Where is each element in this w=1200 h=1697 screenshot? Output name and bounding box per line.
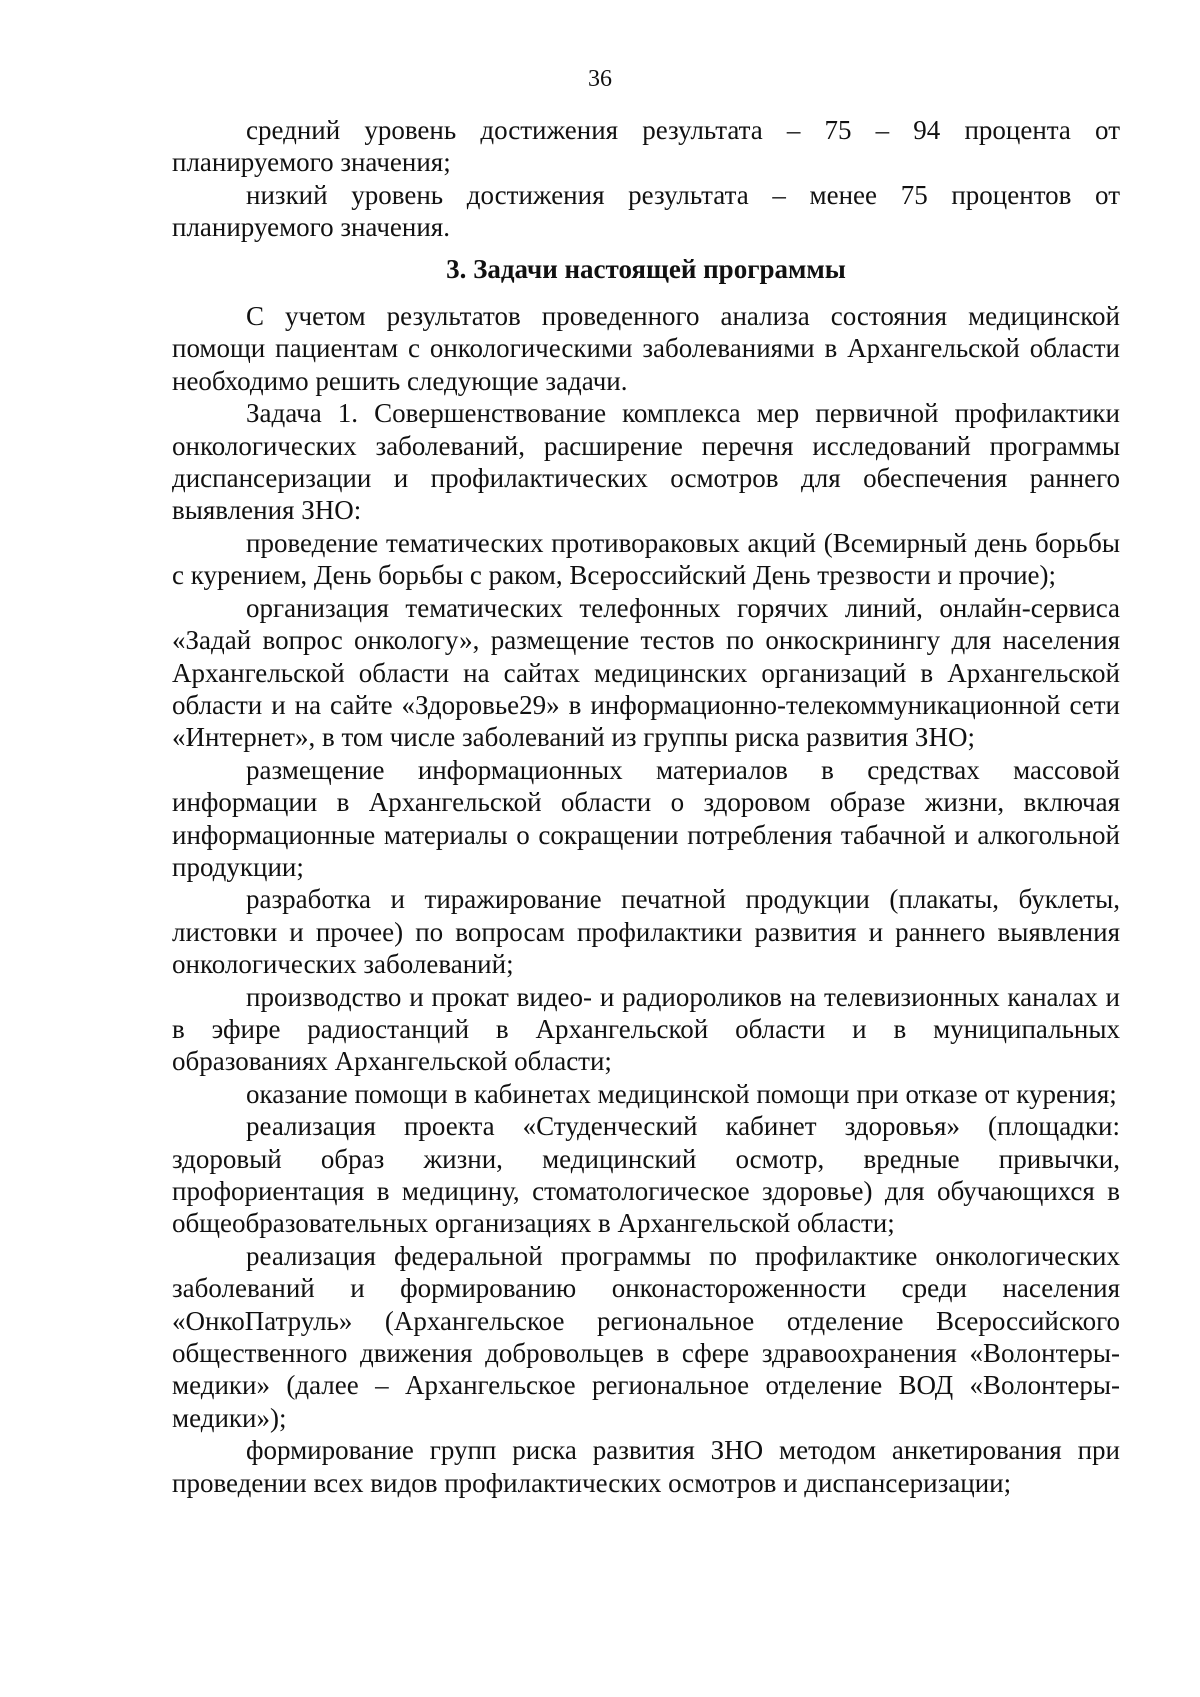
document-body <box>172 114 1120 1499</box>
list-item-video-radio: производство и прокат видео- и радиороликов на телевизионных каналах и в эфире радиостанций в Архангельской области и в муниципальных образованиях Архангельской области; <box>172 981 1120 1077</box>
paragraph-low-level: низкий уровень достижения результата – менее 75 процентов от планируемого значения. <box>172 179 1120 243</box>
paragraph-intro: С учетом результатов проведенного анализа состояния медицинской помощи пациентам с онкологическими заболеваниями в Архангельской области необходимо решить следующие задачи. <box>172 301 1120 396</box>
list-item-anticancer-actions: проведение тематических противораковых акций (Всемирный день борьбы с курением, День борьбы с раком, Всероссийский День трезвости и прочие); <box>172 527 1120 591</box>
list-item-risk-groups: формирование групп риска развития ЗНО методом анкетирования при проведении всех видов профилактических осмотров и диспансеризации; <box>172 1435 1120 1498</box>
list-item-printed-products: разработка и тиражирование печатной продукции (плакаты, буклеты, листовки и прочее) по вопросам профилактики развития и раннего выявления онкологических заболеваний; <box>172 884 1120 980</box>
list-item-hotlines: организация тематических телефонных горячих линий, онлайн-сервиса «Задай вопрос онкологу», размещение тестов по онкоскринингу для населения Архангельской области на сайтах медицинских организаций в Архангельской области и на сайте «Здоровье29» в информационно-телекоммуникационной сети «Интернет», в том числе заболеваний из группы риска развития ЗНО; <box>172 592 1120 753</box>
page-number: 36 <box>588 66 612 92</box>
list-item-student-health-office: реализация проекта «Студенческий кабинет здоровья» (площадки: здоровый образ жизни, медицинский осмотр, вредные привычки, профориентация в медицину, стоматологическое здоровье) для обучающихся в общеобразовательных организациях в Архангельской области; <box>172 1111 1120 1239</box>
list-item-oncopatrol: реализация федеральной программы по профилактике онкологических заболеваний и формированию онконастороженности среди населения «ОнкоПатруль» (Архангельское региональное отделение Всероссийского общественного движения добровольцев в сфере здравоохранения «Волонтеры-медики» (далее – Архангельское региональное отделение ВОД «Волонтеры-медики»); <box>172 1240 1120 1433</box>
list-item-smoking-cessation: оказание помощи в кабинетах медицинской помощи при отказе от курения; <box>246 1078 1117 1109</box>
list-item-media-materials: размещение информационных материалов в средствах массовой информации в Архангельской области о здоровом образе жизни, включая информационные материалы о сокращении потребления табачной и алкогольной продукции; <box>172 754 1120 882</box>
section-heading: 3. Задачи настоящей программы <box>446 253 846 284</box>
paragraph-medium-level: средний уровень достижения результата – 75 – 94 процента от планируемого значения; <box>172 115 1120 178</box>
paragraph-task-1: Задача 1. Совершенствование комплекса мер первичной профилактики онкологических заболеваний, расширение перечня исследований программы диспансеризации и профилактических осмотров для обеспечения раннего выявления ЗНО: <box>172 398 1120 526</box>
